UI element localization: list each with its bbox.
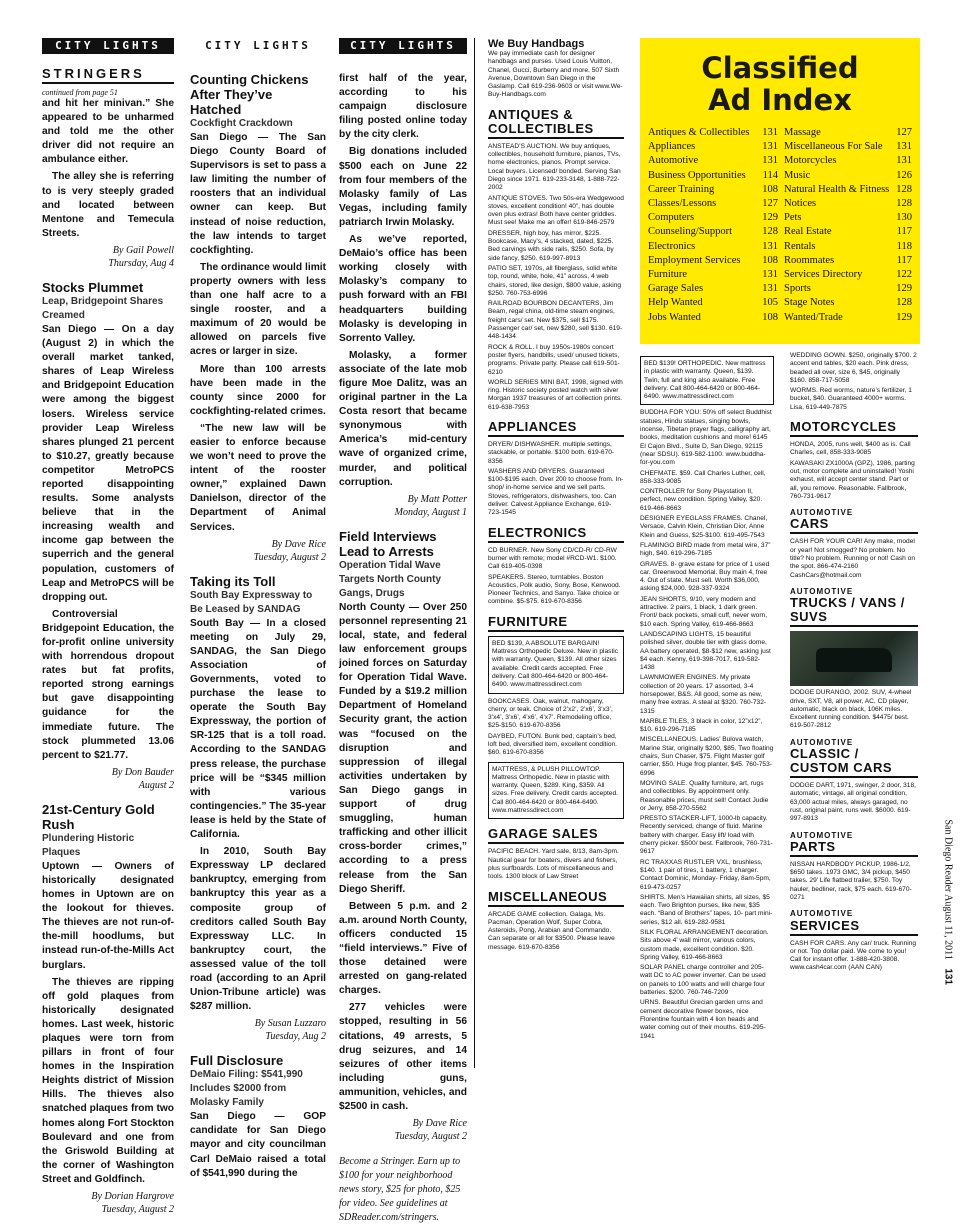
dateline: Tuesday, Aug 2 [265, 1031, 326, 1043]
index-category: Business Opportunities [648, 169, 746, 181]
index-page: 131 [762, 127, 778, 138]
classified-ad: DESIGNER EYEGLASS FRAMES. Chanel, Versace, Calvin Klein, Christian Dior, Anne Klein and Guess, $25-$100. 619-495-7543 [640, 515, 768, 539]
classified-ad: PATIO SET, 1970s, all fiberglass, solid white top, round, white, hole, 41” across, 4 web chairs, stored, like design, $800 value, asking $250. 760-753-6996 [488, 264, 622, 297]
subhead: Operation Tidal Wave Targets North County Gangs, Drugs [339, 559, 442, 599]
classified-ad: ROCK & ROLL. I buy 1950s-1980s concert poster flyers, handbills, used/ unused tickets, programs. Private party. Please call 619-501-6210 [488, 343, 620, 376]
index-category: Notices [784, 198, 817, 210]
index-entry [784, 225, 912, 239]
article-paragraph: 277 vehicles were stopped, resulting in 56 citations, 49 arrests, 5 drug seizures, and 14 seizures of other items including guns, ammunition, vehicles, and $2500 in cash. [339, 1002, 467, 1112]
classified-ad: FLAMINGO BIRD made from metal wire, 37” high, $40. 619-296-7185 [640, 541, 771, 558]
article-paragraph: Controversial Bridgepoint Education, the for-profit online university with horrendous dropout rates but fat profits, reported strong earnings but gave disappointing guidance for the immediate future. The stock plummeted 13.06 percent to $21.77. [42, 608, 174, 761]
classified-ad: RC TRAXXAS RUSTLER VXL, brushless, $140. 1 pair of tires, 1 battery, 1 charger. Contact Dominic, Monday- Friday, 8am-5pm, 619-473-0257 [640, 858, 771, 891]
index-page: 131 [762, 155, 778, 167]
index-category: Natural Health & Fitness [784, 183, 890, 195]
classified-ad: URNS. Beautiful Grecian garden urns and cement decorative flower boxes, nice Florentine fountain with 4 lion heads and water coming out of their mouths. 619-295-1941 [640, 999, 766, 1040]
index-entry [784, 254, 912, 268]
classified-ad: BOOKCASES. Oak, walnut, mahogany, cherry, or teak. Choice of 2’x2’, 2’x6’, 3’x3’, 3’x4’, 3’x6’, 4’x6’, 4’x7’. Remodeling office, $25-$150. 619-670-8356 [488, 697, 613, 730]
article-paragraph: The ordinance would limit property owners with less than one half acre to a single rooster, and a maximum of 20 would be allowed on parcels five acres or larger in size. [190, 261, 326, 358]
classified-ad: CHEFMATE. $59. Call Charles Luther, cell, 858-333-9085 [640, 469, 766, 485]
index-page: 130 [896, 212, 912, 224]
index-entry [648, 126, 778, 140]
index-entry [648, 197, 778, 211]
byline: By Dave Rice [271, 538, 326, 550]
classified-ad: DRYER/ DISHWASHER. multiple settings, stackable, or portable. $100 both. 619-670-8356 [488, 440, 615, 465]
classified-ad: DAYBED, FUTON. Bunk bed, captain’s bed, loft bed, diversified item, excellent condition. $60. 619-670-8356 [488, 732, 618, 757]
classified-ad: JEAN SHORTS, 9/10, very modern and attractive. 2 pairs, 1 black, 1 dark green. Front/ back pockets, small cuff, never worn, $10 each. Spring Valley, 619-466-8663 [640, 595, 768, 628]
index-page: 108 [762, 183, 778, 195]
index-page: 129 [896, 311, 912, 323]
classified-ad: ARCADE GAME collection. Galaga, Ms. Pacman, Operation Wolf, Super Cobra, Asteroids, Pong, Arabian and Commando. Can separate or all for $3500. Please leave message. 619-670-8356 [488, 910, 615, 951]
byline: By Don Bauder [111, 766, 174, 778]
index-entry [784, 240, 912, 254]
index-page: 131 [762, 141, 778, 153]
index-category: Antiques & Collectibles [648, 127, 750, 138]
index-category: Jobs Wanted [648, 311, 701, 323]
index-page: 117 [896, 254, 912, 266]
page-footer [943, 819, 954, 985]
index-category: Sports [784, 283, 811, 295]
index-title-line-1: Classified [701, 51, 859, 85]
category-kicker: AUTOMOTIVE [790, 586, 854, 596]
boxed-ad: BED $139! ORTHOPEDIC. New mattress in plastic with warranty. Queen, $139. Twin, full and king also available. Free delivery. Call 800-464-6420 or 800-464-6490. www.mattressdirect.com [640, 356, 774, 405]
index-category: Classes/Lessons [648, 198, 717, 210]
classified-ad: ANTIQUE STOVES. Two 50s-era Wedgewood stoves, excellent condition! 40”, has double oven plus extras! Both have center griddles. Must see! Make me an offer! 619-846-2579 [488, 194, 624, 227]
article-paragraph: The alley she is referring to is very steeply graded and located between Mentone and Temecula Streets. [42, 171, 174, 239]
stringer-promo: Become a Stringer. Earn up to $100 for your neighborhood news story, $25 for photo, $25 for video. See guidelines at SDReader.com/stringers. [339, 1156, 461, 1224]
index-entry [648, 268, 778, 282]
classified-ad: SHIRTS. Men’s Hawaiian shirts, all sizes, $5 each. Two Brighton purses, like new, $35 each. “Band of Brothers” tapes, 10- part mini-series, $12 all. 619-282-9581 [640, 893, 773, 926]
classified-ad: NISSAN HARDBODY PICKUP, 1986-1/2, $650 takes. 1973 GMC, 3/4 pickup, $450 takes. 29’ Life flatbed trailer, $750. Toy hauler, bedliner, rack, $75 each. 619-670-0271 [790, 860, 912, 901]
index-page: 108 [762, 311, 778, 323]
headline: 21st-Century Gold Rush [42, 801, 155, 832]
category-heading: MISCELLANEOUS [488, 890, 624, 907]
classified-ad: We pay immediate cash for designer handbags and purses. Used Louis Vuitton, Chanel, Gucci, Burberry and more. 507 Sixth Avenue, Downtown San Diego in the Gaslamp. Call 619-236-9603 or visit www.We-Buy-Handbags.com [488, 50, 623, 99]
article-paragraph: As we’ve reported, DeMaio’s office has been working closely with Molasky’s company to push forward with an FBI headquarters building Molasky is developing in Sorrento Valley. [339, 234, 467, 344]
classifieds-column-2 [640, 356, 774, 1076]
index-category: Employment Services [648, 254, 741, 266]
index-category: Wanted/Trade [784, 311, 843, 323]
index-entry [784, 183, 912, 197]
index-entry [648, 296, 778, 310]
category-kicker: AUTOMOTIVE [790, 909, 854, 919]
index-category: Counseling/Support [648, 226, 733, 238]
index-category: Appliances [648, 141, 696, 153]
index-page: 126 [896, 169, 912, 181]
index-category: Motorcycles [784, 155, 837, 167]
article-paragraph: South Bay — In a closed meeting on July 29, SANDAG, the San Diego Association of Governments, voted to purchase the lease to operate the South Bay Expressway, the portion of SR-125 that is a toll road. According to the SANDAG press release, the purchase price will be “$345 million with various contingencies.” The 35-year lease is held by the State of California. [190, 617, 326, 841]
index-entry [648, 282, 778, 296]
index-category: Real Estate [784, 226, 832, 238]
dateline: August 2 [138, 779, 174, 791]
column-3 [339, 38, 467, 1224]
index-category: Help Wanted [648, 297, 703, 309]
category-kicker: AUTOMOTIVE [790, 830, 854, 840]
classified-ad: SPEAKERS. Stereo, turntables. Boston Acoustics, Polk audio, Sony, Bose, Kenwood. Pioneer Technics, and Sanyo. Take choice or combine. $5-$75. 619-670-8356 [488, 573, 621, 606]
article-paragraph: Between 5 p.m. and 2 a.m. around North County, officers conducted 15 “field interviews.” Five of those detained were arrested on gang-related charges. [339, 900, 467, 997]
index-page: 128 [762, 226, 778, 238]
index-entry [648, 311, 778, 325]
index-list-right [784, 126, 912, 325]
index-page: 118 [896, 240, 912, 252]
dateline: Tuesday, August 2 [101, 1204, 174, 1215]
city-lights-band: CITY LIGHTS [42, 38, 174, 54]
classified-ad: WASHERS AND DRYERS. Guaranteed $100-$195 each. Over 200 to choose from. In- shop/ in-home service and we sell parts. Stoves, refrigerators, dishwashers, too. Can deliver. Calvest Appliance Exchange, 619-723-1545 [488, 467, 624, 517]
index-category: Computers [648, 212, 695, 224]
category-heading: MOTORCYCLES [790, 420, 918, 437]
index-category: Stage Notes [784, 297, 835, 309]
index-entry [784, 268, 912, 282]
byline: By Dave Rice [412, 1118, 467, 1130]
index-page: 105 [762, 297, 778, 309]
article-paragraph: and hit her minivan.” She appeared to be unharmed and told me the other driver did not require an ambulance either. [42, 98, 174, 166]
index-entry [648, 240, 778, 254]
index-category: Pets [784, 212, 802, 224]
index-page: 114 [762, 169, 778, 181]
article-paragraph: In 2010, South Bay Expressway LP declared bankruptcy, emerging from bankruptcy this year as a composite group of creditors called South Bay Expressway LLC. In bankruptcy court, the assessed value of the toll road (according to an April Union-Tribune article) was $287 million. [190, 846, 326, 1013]
index-page: 131 [762, 283, 778, 295]
index-entry [648, 140, 778, 154]
index-entry [784, 140, 912, 154]
category-heading: CLASSIC / CUSTOM CARS [790, 747, 918, 778]
classified-ad: CONTROLLER for Sony Playstation II, perfect, new condition. Spring Valley, $20. 619-466-8663 [640, 488, 763, 512]
index-entry [784, 169, 912, 183]
subhead: DeMaio Filing: $541,990 Includes $2000 from Molasky Family [190, 1069, 303, 1109]
index-category: Career Training [648, 183, 715, 195]
classified-ad: CASH FOR CARS. Any car/ truck. Running or not. Top dollar paid. We come to you! Call for instant offer. 1-888-420-3808. www.cash4car.com (AAN CAN) [790, 939, 917, 972]
index-category: Massage [784, 127, 821, 138]
classified-ad: KAWASAKI ZX1000A (GPZ), 1986, parting out, motor complete and uninstalled! Yoshi exhaust, will accept center stand. Part or all, you remove. Reasonable. Fallbrook, 760-731-9617 [790, 459, 915, 500]
index-entry [784, 282, 912, 296]
index-title-line-2: Ad Index [708, 83, 852, 117]
headline: Counting Chickens After They’ve Hatched [190, 72, 309, 117]
headline: Stocks Plummet [42, 279, 144, 295]
index-entry [784, 296, 912, 310]
category-heading: ELECTRONICS [488, 526, 624, 543]
classified-ad: CASH FOR YOUR CAR! Any make, model or year! Not smogged? No problem. No title? No problem. Running or not! Cash on the spot. 866-474-2160 CashCars@hotmail.com [790, 538, 915, 579]
index-page: 127 [896, 127, 912, 138]
byline: By Gail Powell [112, 244, 174, 256]
index-entry [648, 254, 778, 268]
subhead: Plundering Historic Plaques [42, 832, 135, 858]
classified-ad: LAWNMOWER ENGINES. My private collection of 20 years. 17 assorted, 3-4 horsepower, B&S. All good, some as new, many free extras. A steal at $320. 760-732-1315 [640, 674, 767, 715]
index-category: Miscellaneous For Sale [784, 141, 883, 153]
subhead: Cockfight Crackdown [190, 118, 293, 129]
article-paragraph: Uptown — Owners of historically designated homes in Uptown are on the lookout for thieves. The thieves are not run-of-the-mill hoodlums, but instead run-of-the-Mills Act burglars. [42, 860, 174, 971]
page-number: 131 [943, 968, 954, 985]
index-page: 108 [762, 254, 778, 266]
category-heading: TRUCKS / VANS / SUVS [790, 596, 918, 627]
byline: By Susan Luzzaro [254, 1018, 326, 1030]
classifieds-column-3 [790, 352, 918, 1052]
index-category: Automotive [648, 155, 699, 167]
article-paragraph: North County — Over 250 personnel representing 21 local, state, and federal law enforcement groups joined forces on Saturday for Operation Tidal Wave. Funded by a $19.2 million Department of Homeland Security grant, the action was “focused on the disruption and suppression of illegal activities undertaken by San Diego gangs in support of drug smuggling, human trafficking and other illicit cross-border crimes,” according to a press release from the San Diego Sheriff. [339, 601, 467, 895]
dateline: Tuesday, August 2 [394, 1131, 467, 1143]
index-page: 128 [896, 297, 912, 309]
column-1 [42, 38, 174, 1215]
index-entry [648, 225, 778, 239]
category-heading: FURNITURE [488, 615, 624, 632]
index-page: 129 [896, 283, 912, 295]
index-entry [784, 154, 912, 168]
dateline: Thursday, Aug 4 [108, 257, 174, 269]
category-kicker: AUTOMOTIVE [790, 508, 854, 518]
city-lights-band: CITY LIGHTS [190, 38, 326, 54]
index-page: 127 [762, 198, 778, 210]
index-entry [648, 169, 778, 183]
classified-ad: MARBLE TILES, 3 black in color, 12”x12”, $10. 619-296-7185 [640, 717, 763, 734]
classified-ad: HONDA, 2005, runs well, $400 as is. Call Charles, cell, 858-333-9085 [790, 441, 911, 457]
index-entry [784, 311, 912, 325]
index-page: 131 [762, 269, 778, 281]
classified-ad: RAILROAD BOURBON DECANTERS, Jim Beam, regal china, old-time steam engines, freight cars/ set. New $375, sell $175. Passenger car/ set, new $280, sell $130. 619-448-1434 [488, 300, 623, 341]
byline: By Matt Potter [407, 493, 467, 505]
classified-ad: SOLAR PANEL charge controller and 205- watt DC to AC power inverter. Can be used on panels to 100 watts and will charge four batteries. $200. 760-746-7209 [640, 964, 766, 997]
article-paragraph: “The new law will be easier to enforce because we won’t need to prove the intent of the rooster owner,” explained Dawn Danielson, director of the Department of Animal Services. [190, 422, 326, 533]
article-paragraph: The thieves are ripping off gold plaques from historically designated homes. Last week, historic plaques were torn from pillars in front of four homes in the Inspiration Heights district of Mission Hills. The thieves also snatched plaques from two homes along Fort Stockton Boulevard and one from the Griswold Building at the corner of Washington Street and Goldfinch. [42, 976, 174, 1185]
article-paragraph: San Diego — The San Diego County Board of Supervisors is set to pass a law limiting the number of roosters that an individual owner can keep. But instead of noise reduction, the law intends to target cockfighting. [190, 132, 326, 256]
index-entry [784, 126, 912, 140]
index-page: 131 [762, 240, 778, 252]
classified-ad: MOVING SALE. Quality furniture, art, rugs and collectibles. By appointment only. Reasonable prices, must sell! Contact Judie or Jerry, 858-270-5562 [640, 779, 769, 812]
index-entry [784, 197, 912, 211]
index-page: 122 [896, 269, 912, 281]
article-paragraph: Molasky, a former associate of the late mob figure Moe Dalitz, was an original partner in the La Costa resort that became synonymous with America’s mid-century wave of organized crime, murder, and political corruption. [339, 349, 467, 488]
index-title [640, 52, 920, 116]
suv-photo [790, 631, 918, 686]
category-kicker: AUTOMOTIVE [790, 737, 854, 747]
category-heading: PARTS [790, 840, 918, 857]
article-paragraph: San Diego — GOP candidate for San Diego mayor and city councilman Carl DeMaio raised a total of $541,990 during the [190, 1111, 326, 1179]
index-entry [648, 154, 778, 168]
classified-ad: DODGE DURANGO, 2002. SUV, 4-wheel drive, SXT, V8, all power, AC, CD player, automatic, black on black, 106K miles. Excellent running condition. $4475/ best. 619-507-2812 [790, 689, 912, 730]
subhead: South Bay Expressway to Be Leased by SANDAG [190, 589, 313, 615]
column-2 [190, 38, 326, 1179]
classified-ad-index [640, 38, 920, 344]
article-paragraph: Big donations included $500 each on June 22 from four members of the Molasky family of Las Vegas, including family patriarch Irwin Molasky. [339, 146, 467, 228]
classified-ad: PACIFIC BEACH. Yard sale, 8/13, 8am-3pm. Nautical gear for boaters, divers and fishers, plus surfboards. Lots of miscellaneous and tools. 1300 block of Law Street [488, 848, 619, 881]
index-category: Electronics [648, 240, 696, 252]
index-page: 128 [896, 198, 912, 210]
index-page: 129 [762, 212, 778, 224]
category-heading: ANTIQUES & COLLECTIBLES [488, 108, 624, 139]
index-page: 131 [896, 155, 912, 167]
classified-ad: DODGE DART, 1971, swinger, 2 door, 318, automatic, vintage, all original condition, 63,000 actual miles, always garaged, no rust, original paint, runs well. $6000. 619-997-8913 [790, 782, 916, 823]
boxed-ad: BED $139, A ABSOLUTE BARGAIN! Mattress Orthopedic Deluxe. New in plastic with warranty. Queen, $139. All other sizes available. Credit cards accepted. Free delivery. Call 800-464-6420 or 800-464-6490. www.mattressdirect.com [488, 636, 624, 694]
category-heading: CARS [790, 517, 918, 534]
index-page: 128 [896, 183, 912, 195]
byline: By Dorian Hargrove [91, 1191, 174, 1202]
classified-ad: GRAVES. 8- grave estate for price of 1 used car. Greenwood Memorial. Buy main 4, free 4. Out of state. Must sell. Worth $36,000, asking $24,000. 928-337-9324 [640, 560, 770, 593]
boxed-ad: MATTRESS, & PLUSH PILLOWTOP. Mattress Orthopedic. New in plastic with warranty. Queen, $289. King, $359. All sizes. Free delivery. Credit cards accepted. Call 800-464-6420 or 800-464-6490. www.mattressdirect.com [488, 762, 624, 820]
index-entry [784, 211, 912, 225]
classified-ad: PRESTO STACKER-LIFT, 1000-lb capacity. Recently serviced, change of fluid. Marine battery with charger. Easy lift/ load with cherry picker. $500/ best. Fallbrook, 760-731-9617 [640, 815, 773, 856]
classified-ad: WORLD SERIES MINI BAT, 1998, signed with ring. Historic society posted watch with silver Morgan 1937 treasures of art collection prints. 619-638-7953 [488, 378, 623, 411]
article-paragraph: San Diego — On a day (August 2) in which the overall market tanked, shares of Leap Wireless and Bridgepoint Education were among the biggest losers. Wireless service provider Leap Wireless shares plunged 21 percent to $10.27, greatly because competitor MetroPCS reported disappointing results. Some analysts believe that in the increasing wealth and income gap between the superrich and the general population, customers of Leap and MetroPCS will be dropping out. [42, 323, 174, 603]
subhead: Leap, Bridgepoint Shares Creamed [42, 295, 164, 321]
index-category: Furniture [648, 269, 688, 281]
column-divider [474, 38, 475, 1068]
article-paragraph: More than 100 arrests have been made in the county since 2000 for cockfighting-related crimes. [190, 363, 326, 417]
headline: Full Disclosure [190, 1053, 284, 1069]
headline: Field Interviews Lead to Arrests [339, 528, 437, 559]
classifieds-column-1 [488, 38, 624, 1073]
classified-ad: CD BURNER. New Sony CD/CD-R/ CD-RW burner with remote; model #RCD-W1. $100. Call 619-405-0398 [488, 546, 617, 571]
classified-ad: BUDDHA FOR YOU: 50% off select Buddhist statues, Hindu statues, singing bowls, incense, Tibetan prayer flags, calligraphy art, books, meditation cushions and more! 6145 El Cajon Blvd., Suite D, San Diego, 92115 (near SDSU). 619-582-1100. www.buddha-for-you.com [640, 409, 772, 467]
index-category: Roommates [784, 254, 835, 266]
index-category: Garage Sales [648, 283, 704, 295]
index-list-left [648, 126, 778, 325]
index-page: 131 [896, 141, 912, 153]
index-category: Services Directory [784, 269, 863, 281]
stringers-heading: STRINGERS [42, 66, 174, 84]
index-category: Rentals [784, 240, 816, 252]
index-category: Music [784, 169, 811, 181]
continued-note: continued from page 51 [42, 88, 118, 97]
category-heading: SERVICES [790, 919, 918, 936]
city-lights-band: CITY LIGHTS [339, 38, 467, 54]
category-heading: APPLIANCES [488, 420, 624, 437]
index-page: 117 [896, 226, 912, 238]
classified-ad: LANDSCAPING LIGHTS, 15 beautiful polished silver, double tier with glass dome, AA battery operated, $8-$12 new, asking just $4 each. Kenny, 619-398-7017, 619-582-1438 [640, 630, 771, 672]
ad-heading: We Buy Handbags [488, 38, 585, 50]
classified-ad: WORMS. Red worms, nature’s fertilizer, 1 bucket, $40. Guaranteed 4000+ worms. Lisa, 619-449-7875 [790, 387, 912, 411]
index-entry [648, 211, 778, 225]
article-paragraph: first half of the year, according to his campaign disclosure filing posted online today by the city clerk. [339, 73, 467, 141]
classified-ad: MISCELLANEOUS. Ladies’ Bulova watch, Marine Star, originally $200, $85. Two floating chairs, Sun Chaser, $75. Flight Master golf carrier, $50. Huge frog planter, $45. 760-753-6996 [640, 736, 774, 777]
headline: Taking its Toll [190, 573, 276, 589]
publication-dateline: San Diego Reader August 11, 2011 [943, 819, 954, 960]
classified-ad: SILK FLORAL ARRANGEMENT decoration. Sits above 4’ wall mirror, various colors, custom made, excellent condition. $20. Spring Valley, 619-466-8663 [640, 929, 769, 961]
dateline: Monday, August 1 [394, 506, 467, 518]
category-heading: GARAGE SALES [488, 827, 624, 844]
index-entry [648, 183, 778, 197]
classified-ad: WEDDING GOWN. $250, originally $700. 2 accent end tables, $20 each. Pink dress, beaded all over, size 6, $45, originally $160. 858-717-5058 [790, 352, 917, 384]
dateline: Tuesday, August 2 [253, 551, 326, 563]
classified-ad: DRESSER, high boy, has mirror, $225. Bookcase, Macy’s, 4 stacked, dated, $225. Bed carvings with side rails, $250. Sofa, by side fancy, $250. 619-997-8913 [488, 229, 614, 262]
classified-ad: ANSTEAD’S AUCTION. We buy antiques, collectibles, household furniture, pianos, TVs, home electronics, pianos. Prompt service. Local buyers. Licensed/ bonded. Serving San Diego since 1971. 619-233-3148, 1-888-722-2002 [488, 142, 621, 192]
